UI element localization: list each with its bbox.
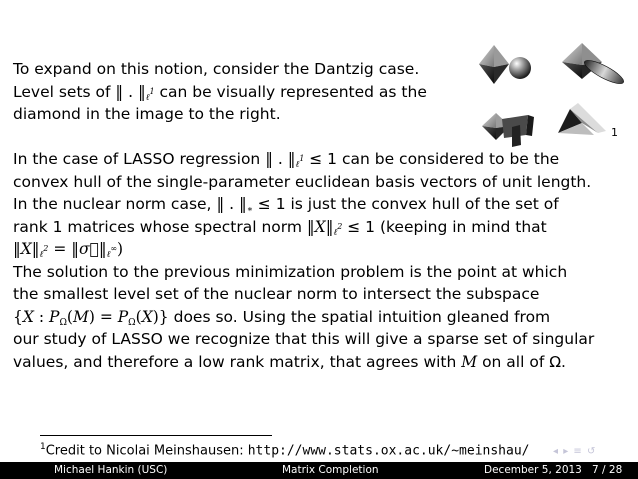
figure-footnote-mark: 1 [611, 126, 618, 139]
main-line-10: values, and therefore a low rank matrix, that agrees with M on all of Ω. [13, 352, 566, 371]
main-line-8: {X : $P_\Omega(M) = P_\Omega(X)$} does so. Using the spatial intuition gleaned from [13, 307, 551, 328]
main-line-7: the smallest level set of the nuclear norm to intersect the subspace [13, 285, 540, 303]
intro-line-3: diamond in the image to the right. [13, 105, 281, 123]
main-line-6: The solution to the previous minimization problem is the point at which [13, 262, 568, 281]
sphere-shape [509, 57, 531, 79]
sheet-shape [558, 103, 606, 135]
footnote-text: Credit to Nicolai Meinshausen: [45, 443, 248, 459]
main-line-5-equation: $‖X‖_{\ell^2}$ = $‖\sigma⃗‖_{\ell^\infty}$) [13, 240, 124, 260]
norm-balls-figure [474, 37, 624, 147]
intro-paragraph [13, 58, 453, 126]
footnote [40, 439, 529, 459]
beamer-navigation-icons[interactable]: ◂ ▸ ≡ ↺ [553, 446, 597, 457]
main-line-4: rank 1 matrices whose spectral norm $‖X‖_{\ell^2} \le 1$ (keeping in mind that [13, 217, 547, 238]
footnote-rule [40, 435, 272, 436]
footnote-mark: 1 [40, 442, 46, 452]
footer-title: Matrix Completion [282, 464, 379, 476]
footer-bar [0, 462, 638, 479]
footer-page-number: 7 / 28 [592, 464, 623, 476]
footnote-url-link[interactable]: http://www.stats.ox.ac.uk/~meinshau/ [247, 443, 530, 459]
footer-author: Michael Hankin (USC) [54, 464, 168, 476]
octahedron-shape [479, 45, 509, 84]
intro-line-1: To expand on this notion, consider the Dantzig case. [13, 60, 420, 78]
main-line-3: In the nuclear norm case, ‖ . $‖_∗ \le 1$ is just the convex hull of the set of [13, 195, 559, 215]
block-shape [502, 115, 534, 147]
main-line-2: convex hull of the single-parameter euclidean basis vectors of unit length. [13, 172, 592, 191]
footer-date: December 5, 2013 [484, 464, 582, 476]
main-line-9: our study of LASSO we recognize that this will give a sparse set of singular [13, 330, 595, 348]
main-paragraph [13, 148, 628, 373]
main-line-1: In the case of LASSO regression ‖ . $‖_{\ell^1} \le 1$ can be considered to be the [13, 150, 560, 170]
intro-line-2: Level sets of ‖ . $‖_{\ell^1}$ can be visually represented as the [13, 82, 427, 103]
